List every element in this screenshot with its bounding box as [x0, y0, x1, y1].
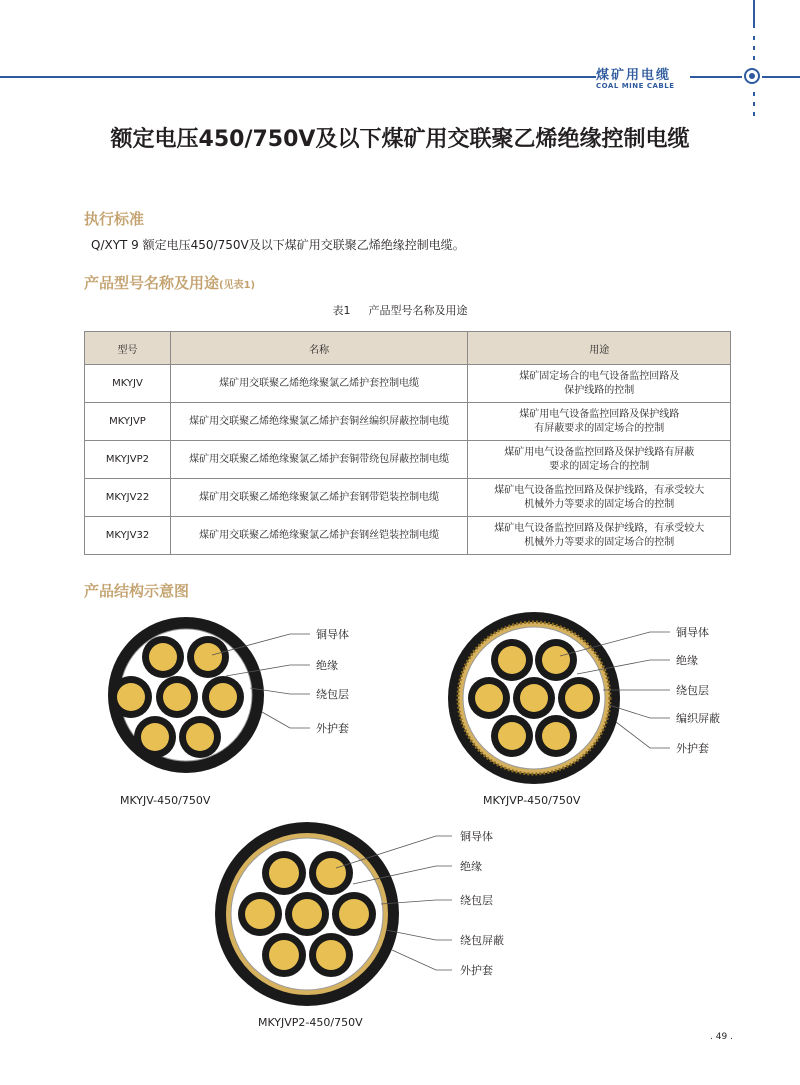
- products-heading-note: (见表1): [219, 280, 256, 291]
- cable-diagrams: [0, 600, 800, 1040]
- cell-use: [468, 365, 731, 403]
- header-rule-right: [762, 76, 800, 78]
- page-number: . 49 .: [710, 1032, 733, 1042]
- table-row: [85, 365, 731, 403]
- cell-use-line1: 煤矿电气设备监控回路及保护线路，有承受较大: [494, 484, 705, 496]
- cell-use-line2: 机械外力等要求的固定场合的控制: [524, 536, 675, 548]
- label-tape-shield: 绕包屏蔽: [460, 934, 504, 947]
- cell-use-line2: 机械外力等要求的固定场合的控制: [524, 498, 675, 510]
- structure-heading: 产品结构示意图: [84, 582, 190, 600]
- cell-name: 煤矿用交联聚乙烯绝缘聚氯乙烯护套钢带铠装控制电缆: [170, 479, 467, 517]
- vertical-dash: [753, 102, 755, 106]
- cell-use: [468, 517, 731, 555]
- table-number: 表1: [332, 304, 351, 317]
- copper-conductor: [316, 940, 346, 970]
- vertical-dash: [753, 112, 755, 116]
- copper-conductor: [117, 683, 145, 711]
- diagram-caption: MKYJVP2-450/750V: [258, 1016, 363, 1029]
- copper-conductor: [498, 722, 526, 750]
- cell-name: 煤矿用交联聚乙烯绝缘聚氯乙烯护套控制电缆: [170, 365, 467, 403]
- vertical-rule: [753, 0, 755, 28]
- copper-conductor: [292, 899, 322, 929]
- copper-conductor: [269, 858, 299, 888]
- copper-conductor: [194, 643, 222, 671]
- copper-conductor: [520, 684, 548, 712]
- cell-model: MKYJVP: [85, 403, 171, 441]
- header-rule-left: [0, 76, 596, 78]
- copper-conductor: [542, 722, 570, 750]
- copper-conductor: [149, 643, 177, 671]
- cell-name: 煤矿用交联聚乙烯绝缘聚氯乙烯护套钢丝铠装控制电缆: [170, 517, 467, 555]
- label-wrapping-layer: 绕包层: [676, 684, 709, 697]
- standard-heading: 执行标准: [84, 210, 145, 228]
- table-row: [85, 441, 731, 479]
- label-outer-sheath: 外护套: [316, 722, 349, 735]
- cable-diagram-mkyjvp: [448, 612, 720, 807]
- cable-diagram-mkyjv: [108, 617, 349, 807]
- cell-use-line1: 煤矿用电气设备监控回路及保护线路有屏蔽: [504, 446, 695, 458]
- cell-use: [468, 441, 731, 479]
- products-heading: [84, 272, 255, 293]
- cell-model: MKYJV32: [85, 517, 171, 555]
- label-outer-sheath: 外护套: [676, 742, 709, 755]
- label-wrapping-layer: 绕包层: [460, 894, 493, 907]
- copper-conductor: [186, 723, 214, 751]
- diagram-caption: MKYJVP-450/750V: [483, 794, 581, 807]
- standard-text: Q/XYT 9 额定电压450/750V及以下煤矿用交联聚乙烯绝缘控制电缆。: [91, 238, 465, 252]
- brand-cn: 煤矿用电缆: [596, 68, 672, 83]
- cell-use: [468, 403, 731, 441]
- cell-name: 煤矿用交联聚乙烯绝缘聚氯乙烯护套铜丝编织屏蔽控制电缆: [170, 403, 467, 441]
- cell-use-line2: 要求的固定场合的控制: [549, 460, 650, 472]
- vertical-dash: [753, 92, 755, 96]
- table-caption: [0, 302, 800, 318]
- copper-conductor: [475, 684, 503, 712]
- label-copper-conductor: 铜导体: [676, 626, 709, 639]
- label-insulation: 绝缘: [676, 654, 698, 667]
- label-wrapping-layer: 绕包层: [316, 688, 349, 701]
- vertical-dash: [753, 56, 755, 60]
- table-row: [85, 403, 731, 441]
- table-title: 产品型号名称及用途: [368, 304, 468, 317]
- cell-use-line1: 煤矿电气设备监控回路及保护线路，有承受较大: [494, 522, 705, 534]
- table-row: [85, 479, 731, 517]
- cell-name: 煤矿用交联聚乙烯绝缘聚氯乙烯护套铜带绕包屏蔽控制电缆: [170, 441, 467, 479]
- target-circle-icon: [744, 68, 760, 84]
- label-insulation: 绝缘: [460, 860, 482, 873]
- cell-model: MKYJV: [85, 365, 171, 403]
- table-header-row: [85, 332, 731, 365]
- header-rule-mid: [690, 76, 742, 78]
- copper-conductor: [163, 683, 191, 711]
- copper-conductor: [565, 684, 593, 712]
- label-outer-sheath: 外护套: [460, 964, 493, 977]
- copper-conductor: [542, 646, 570, 674]
- label-copper-conductor: 铜导体: [460, 830, 493, 843]
- vertical-dash: [753, 36, 755, 40]
- label-insulation: 绝缘: [316, 659, 338, 672]
- vertical-dash: [753, 46, 755, 50]
- cell-model: MKYJVP2: [85, 441, 171, 479]
- col-header-name: 名称: [170, 332, 467, 365]
- brand-en: COAL MINE CABLE: [596, 82, 675, 90]
- cable-diagram-mkyjvp2: [215, 822, 504, 1029]
- cell-use-line2: 保护线路的控制: [564, 384, 635, 396]
- copper-conductor: [269, 940, 299, 970]
- cell-use: [468, 479, 731, 517]
- cell-use-line2: 有屏蔽要求的固定场合的控制: [534, 422, 665, 434]
- cell-use-line1: 煤矿用电气设备监控回路及保护线路: [519, 408, 680, 420]
- col-header-use: 用途: [468, 332, 731, 365]
- table-row: [85, 517, 731, 555]
- cell-use-line1: 煤矿固定场合的电气设备监控回路及: [519, 370, 680, 382]
- label-copper-conductor: 铜导体: [316, 628, 349, 641]
- copper-conductor: [245, 899, 275, 929]
- copper-conductor: [498, 646, 526, 674]
- page-title: 额定电压450/750V及以下煤矿用交联聚乙烯绝缘控制电缆: [110, 127, 690, 152]
- label-braided-shield: 编织屏蔽: [676, 712, 720, 725]
- copper-conductor: [339, 899, 369, 929]
- cell-model: MKYJV22: [85, 479, 171, 517]
- diagram-caption: MKYJV-450/750V: [120, 794, 211, 807]
- copper-conductor: [209, 683, 237, 711]
- product-table: [84, 331, 731, 555]
- products-heading-text: 产品型号名称及用途: [84, 274, 220, 292]
- copper-conductor: [316, 858, 346, 888]
- copper-conductor: [141, 723, 169, 751]
- col-header-model: 型号: [85, 332, 171, 365]
